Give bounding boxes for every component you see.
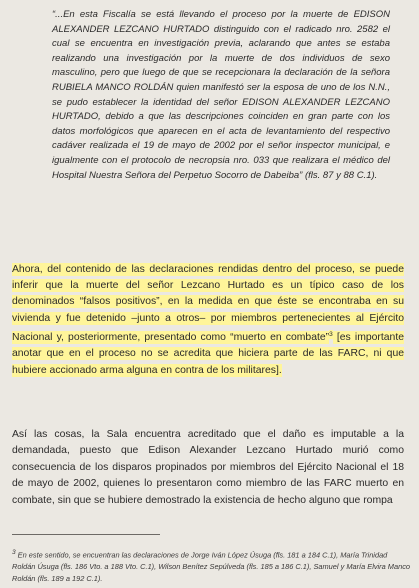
footnote-text: En este sentido, se encuentran las declaraciones de Jorge Iván López Úsuga (fls. 181 a 184 C.1), María Trinidad Roldán Úsuga (fls. 186 Vto. a 188 Vto. C.1), Wilson Benítez Sepúlveda (fls. 185 a 186 C.1), Samuel y María Elvira Manco Roldán (fls. 189 a 192 C.1). <box>12 550 410 583</box>
footnote-number: 3 <box>12 549 16 557</box>
footnote-divider <box>12 534 160 535</box>
quoted-testimony: “...En esta Fiscalía se está llevando el proceso por la muerte de EDISON ALEXANDER LEZCANO HURTADO distinguido con el radicado nro. 2582 el cual se encuentra en investigación previa, aclarando que antes se estaba realizando una investigación por la muerte de dos individuos de sexo masculino, pero que luego de que se recepcionara la declaración de la señora RUBIELA MANCO ROLDÁN quien manifestó ser la esposa de uno de los N.N., se pudo establecer la identidad del señor EDISON ALEXANDER LEZCANO HURTADO, debido a que las descripciones coinciden en gran parte con los datos morfológicos que aparecen en el acta de levantamiento del respectivo cadáver realizada el 19 de mayo de 2002 por el señor inspector municipal, e igualmente con el protocolo de necropsia nro. 033 que realizara el médico del Hospital Nuestra Señora del Perpetuo Socorro de Dabeiba” (fls. 87 y 88 C.1). <box>52 9 390 181</box>
highlight-before-note: Ahora, del contenido de las declaraciones rendidas dentro del proceso, se puede inferir que la muerte del señor Lezcano Hurtado es un típico caso de los denominados “falsos positivos”, en la medida en que éste se encontraba en su vivienda y fue detenido –junto a otros– por miembros pertenecientes al Ejército Nacional y, posteriormente, presentado como “muerto en combate” <box>12 264 404 344</box>
footnote-reference[interactable]: 3 <box>329 330 333 338</box>
highlight-after-note: [es importante anotar que en el proceso no se acredita que hiciera parte de las FARC, ni que hubiere accionado arma alguna en contra de los militares]. <box>12 332 404 376</box>
highlighted-paragraph <box>12 262 404 379</box>
conclusion-paragraph: Así las cosas, la Sala encuentra acreditado que el daño es imputable a la demandada, puesto que Edison Alexander Lezcano Hurtado murió como consecuencia de los disparos propinados por miembros del Ejército Nacional el 18 de mayo de 2002, quienes lo presentaron como miembro de las FARC muerto en combate, sin que se hubiere demostrado la existencia de hecho alguno que rompa <box>12 429 404 506</box>
footnote <box>12 547 410 584</box>
